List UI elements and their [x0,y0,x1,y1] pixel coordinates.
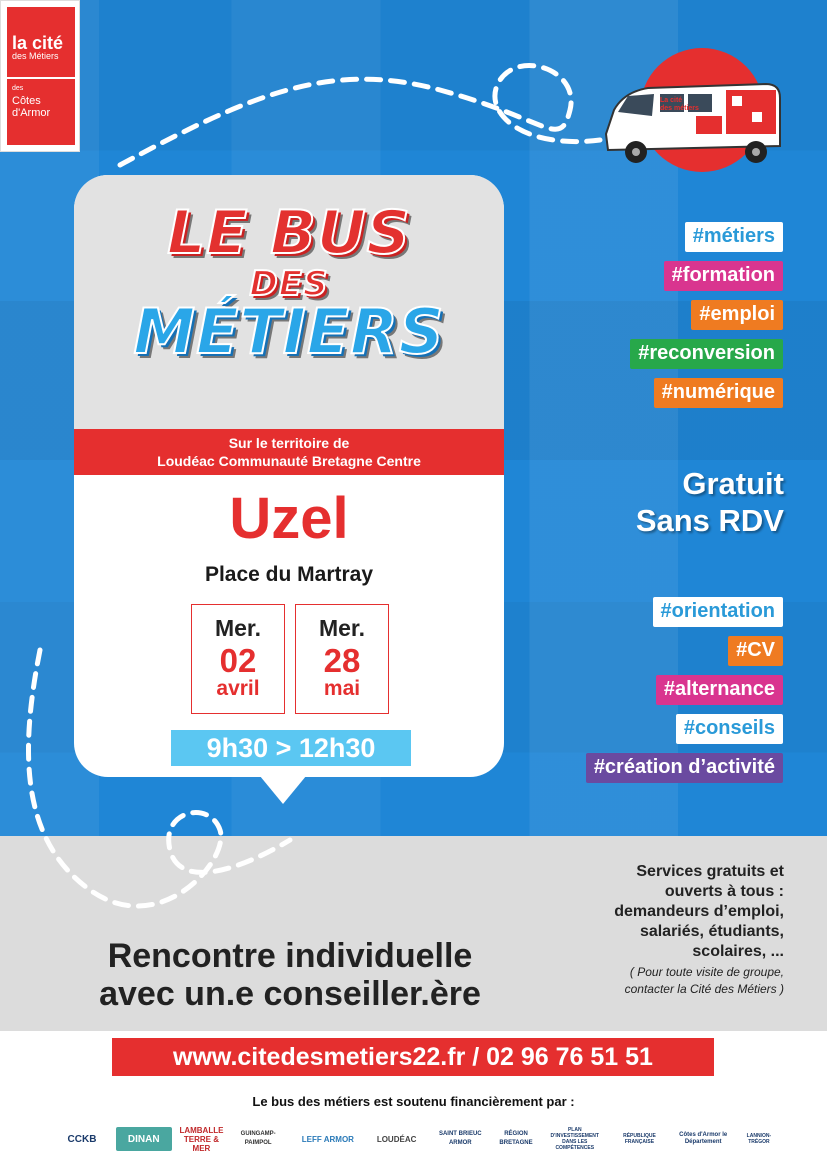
sponsor-logo: LANNION-TRÉGOR [743,1127,775,1151]
tag-creation-activite: #création d’activité [586,753,783,783]
sponsor-logo: SAINT BRIEUC ARMOR [434,1127,486,1151]
bus-van-icon [596,76,786,168]
website-phone-link[interactable]: www.citedesmetiers22.fr / 02 96 76 51 51 [112,1038,714,1076]
logo-name-line2: des Métiers [12,51,59,61]
date-month: mai [323,677,361,700]
services-note1: ( Pour toute visite de groupe, [629,965,784,979]
tag-conseils: #conseils [676,714,783,744]
city-name: Uzel [229,486,349,551]
van-sign-line2: des métiers [660,105,699,112]
services-line1: Services gratuits et [636,863,784,880]
date-day: Mer. [214,615,262,641]
free-no-appointment [524,465,784,539]
logo-region-line1: Côtes [12,95,41,107]
services-line2: ouverts à tous : [664,883,784,900]
tag-alternance: #alternance [656,675,783,705]
tag-orientation: #orientation [653,597,783,627]
date-number: 02 [219,642,257,679]
info-bubble [74,175,504,777]
tag-metiers: #métiers [685,222,783,252]
date-number: 28 [323,642,361,679]
van-sign-line1: La cité [660,97,683,104]
title-line3: MÉTIERS [133,295,445,368]
services-line5: scolaires, ... [692,943,784,960]
sponsor-logo: DINAN [116,1127,172,1151]
rencontre-line2: avec un.e conseiller.ère [99,975,481,1013]
territory-banner [74,429,504,475]
date-card [191,604,285,714]
services-info [524,862,784,998]
place-name: Place du Martray [204,563,374,586]
sponsor-logos [60,1124,775,1154]
sponsor-logo: RÉGION BRETAGNE [498,1127,534,1151]
tag-cv: #CV [728,636,783,666]
sponsor-logo: Côtes d'Armor le Département [675,1127,731,1151]
tags-bottom [483,597,783,792]
tags-top [523,222,783,417]
tag-formation: #formation [664,261,783,291]
sponsor-logo: PLAN D'INVESTISSEMENT DANS LES COMPÉTENCES [546,1127,604,1151]
services-line4: salariés, étudiants, [639,923,784,940]
sponsor-logo: CCKB [60,1127,104,1151]
services-note2: contacter la Cité des Métiers ) [624,982,784,996]
territory-line1: Sur le territoire de [228,435,350,451]
gratuit-line2: Sans RDV [635,503,784,538]
sponsor-logo: LAMBALLE TERRE & MER [179,1125,224,1153]
sponsor-logo: LOUDÉAC [371,1127,423,1151]
gratuit-line1: Gratuit [682,466,784,501]
logo-name-line1: la cité [12,33,64,53]
date-month: avril [216,677,260,700]
title-line1: LE BUS [167,198,411,268]
date-card [295,604,389,714]
time-slot: 9h30 > 12h30 [171,730,411,766]
sponsor-logo: RÉPUBLIQUE FRANÇAISE [615,1127,663,1151]
logo-region-small: des [12,85,24,92]
tag-reconversion: #reconversion [630,339,783,369]
sponsor-logo: GUINGAMP-PAIMPOL [231,1127,285,1151]
tag-numerique: #numérique [654,378,783,408]
date-day: Mer. [318,615,366,641]
tag-emploi: #emploi [691,300,783,330]
cite-des-metiers-logo [0,0,80,152]
sponsor-label: Le bus des métiers est soutenu financièrement par : [252,1094,575,1109]
logo-region-line2: d'Armor [12,107,51,119]
sponsor-logo: LEFF ARMOR [297,1127,359,1151]
territory-line2: Loudéac Communauté Bretagne Centre [157,453,421,469]
bus-title [74,198,504,368]
meeting-headline [40,937,540,1013]
title-line2: DES [249,264,329,304]
rencontre-line1: Rencontre individuelle [107,937,473,975]
services-line3: demandeurs d’emploi, [614,903,784,920]
